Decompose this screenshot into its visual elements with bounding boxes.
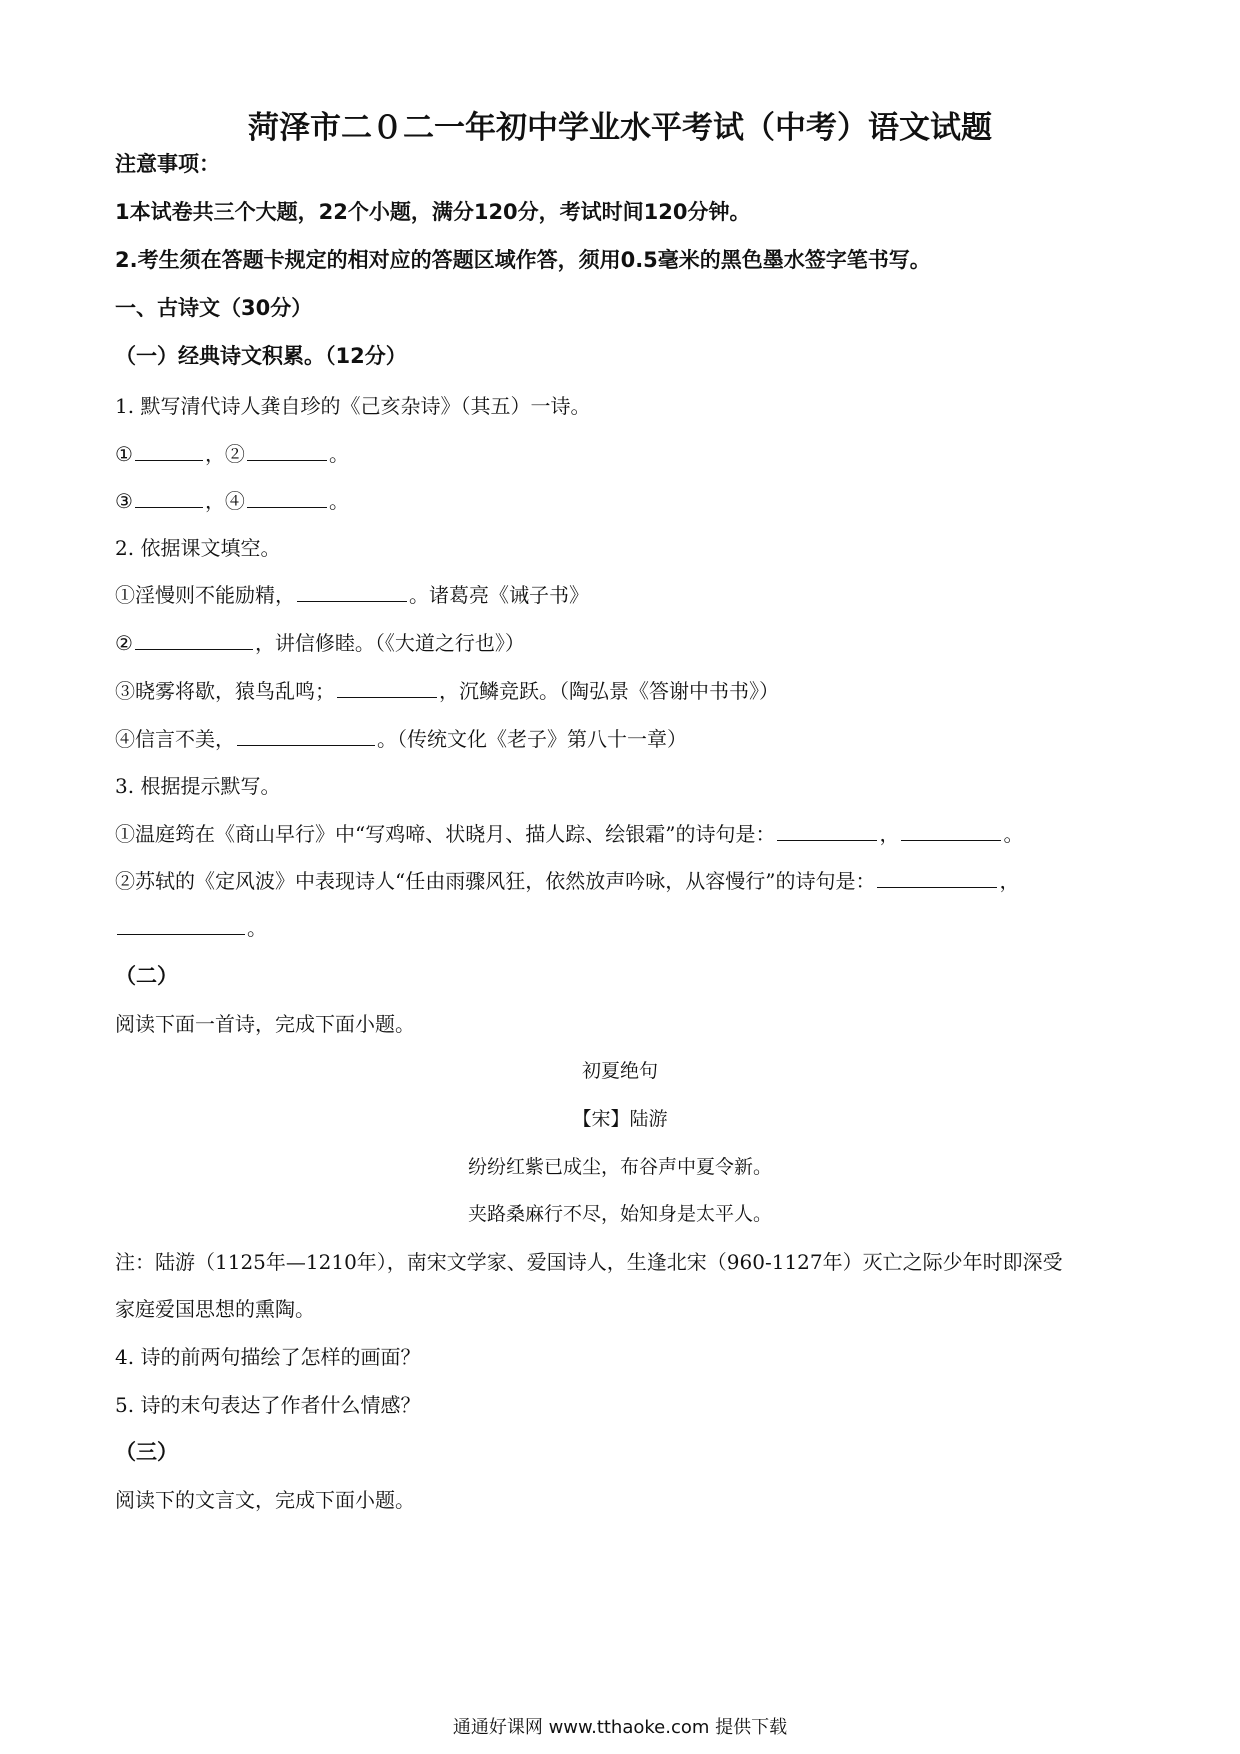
answer-blank [135, 440, 203, 461]
prompt-text: ，沉鳞竞跃。（陶弘景《答谢中书书》） [439, 679, 779, 703]
punctuation: 。 [328, 442, 349, 466]
section-1-heading: 一、古诗文（30分） [115, 296, 313, 320]
answer-blank [135, 487, 203, 508]
blank-marker: ③ [115, 489, 133, 513]
prompt-text: ④信言不美， [115, 727, 235, 751]
question-2-line-4 [115, 725, 687, 753]
answer-blank [297, 581, 407, 602]
question-3-line-2 [115, 867, 1019, 895]
question-2-stem: 2. 依据课文填空。 [115, 536, 281, 560]
answer-blank [901, 820, 1001, 841]
question-1-line-2 [115, 487, 349, 515]
page-footer: 通通好课网 www.tthaoke.com 提供下载 [452, 1717, 788, 1738]
punctuation: 。 [328, 489, 349, 513]
poem-note-line-2: 家庭爱国思想的熏陶。 [115, 1297, 315, 1321]
answer-blank [247, 487, 327, 508]
poem-line-2: 夹路桑麻行不尽，始知身是太平人。 [467, 1203, 772, 1225]
question-2-line-3 [115, 677, 779, 705]
poem-note-line-1: 注：陆游（1125年—1210年），南宋文学家、爱国诗人，生逢北宋（960-1127年）灭亡之际少年时即深受 [115, 1250, 1063, 1274]
part-2-intro: 阅读下面一首诗，完成下面小题。 [115, 1012, 415, 1036]
notice-item-2: 2.考生须在答题卡规定的相对应的答题区域作答，须用0.5毫米的黑色墨水签字笔书写。 [115, 248, 931, 272]
answer-blank [247, 440, 327, 461]
prompt-text: ③晓雾将歇，猿鸟乱鸣； [115, 679, 335, 703]
answer-blank [117, 914, 245, 935]
blank-marker: ① [115, 442, 133, 466]
question-3-stem: 3. 根据提示默写。 [115, 774, 281, 798]
notice-heading: 注意事项： [115, 152, 220, 176]
poem-title: 初夏绝句 [581, 1060, 658, 1082]
poem-line-1: 纷纷红紫已成尘，布谷声中夏令新。 [467, 1156, 772, 1178]
prompt-text: ②苏轼的《定风波》中表现诗人“任由雨骤风狂，依然放声吟咏，从容慢行”的诗句是： [115, 869, 876, 893]
prompt-text: 。（传统文化《老子》第八十一章） [377, 727, 687, 751]
punctuation: ， [999, 869, 1020, 893]
question-1-stem: 1. 默写清代诗人龚自珍的《己亥杂诗》（其五）一诗。 [115, 394, 591, 418]
prompt-text: ，讲信修睦。（《大道之行也》） [254, 631, 525, 655]
notice-item-1: 1本试卷共三个大题，22个小题，满分120分，考试时间120分钟。 [115, 200, 751, 224]
question-5: 5. 诗的末句表达了作者什么情感？ [115, 1393, 421, 1417]
poem-author: 【宋】陆游 [572, 1108, 668, 1130]
blank-marker: ，② [204, 442, 245, 466]
question-2-line-2 [115, 629, 525, 657]
prompt-text: ①淫慢则不能励精， [115, 583, 295, 607]
part-2-heading: （二） [115, 964, 178, 988]
answer-blank [777, 820, 877, 841]
question-4: 4. 诗的前两句描绘了怎样的画面？ [115, 1345, 421, 1369]
blank-marker: ，④ [204, 489, 245, 513]
prompt-text: ①温庭筠在《商山早行》中“写鸡啼、状晓月、描人踪、绘银霜”的诗句是： [115, 822, 776, 846]
part-1-heading: （一）经典诗文积累。（12分） [115, 344, 407, 368]
prompt-text: 。诸葛亮《诫子书》 [409, 583, 589, 607]
question-1-line-1 [115, 440, 349, 468]
prompt-text: ② [115, 631, 133, 655]
part-3-heading: （三） [115, 1440, 178, 1464]
punctuation: ， [879, 822, 900, 846]
question-2-line-1 [115, 581, 589, 609]
punctuation: 。 [247, 916, 267, 940]
question-3-line-2-continued [115, 914, 267, 942]
answer-blank [337, 677, 437, 698]
answer-blank [237, 725, 375, 746]
page-title: 菏泽市二０二一年初中学业水平考试（中考）语文试题 [248, 110, 992, 146]
answer-blank [135, 629, 253, 650]
part-3-intro: 阅读下的文言文，完成下面小题。 [115, 1488, 415, 1512]
punctuation: 。 [1003, 822, 1024, 846]
answer-blank [877, 867, 997, 888]
question-3-line-1 [115, 820, 1023, 848]
